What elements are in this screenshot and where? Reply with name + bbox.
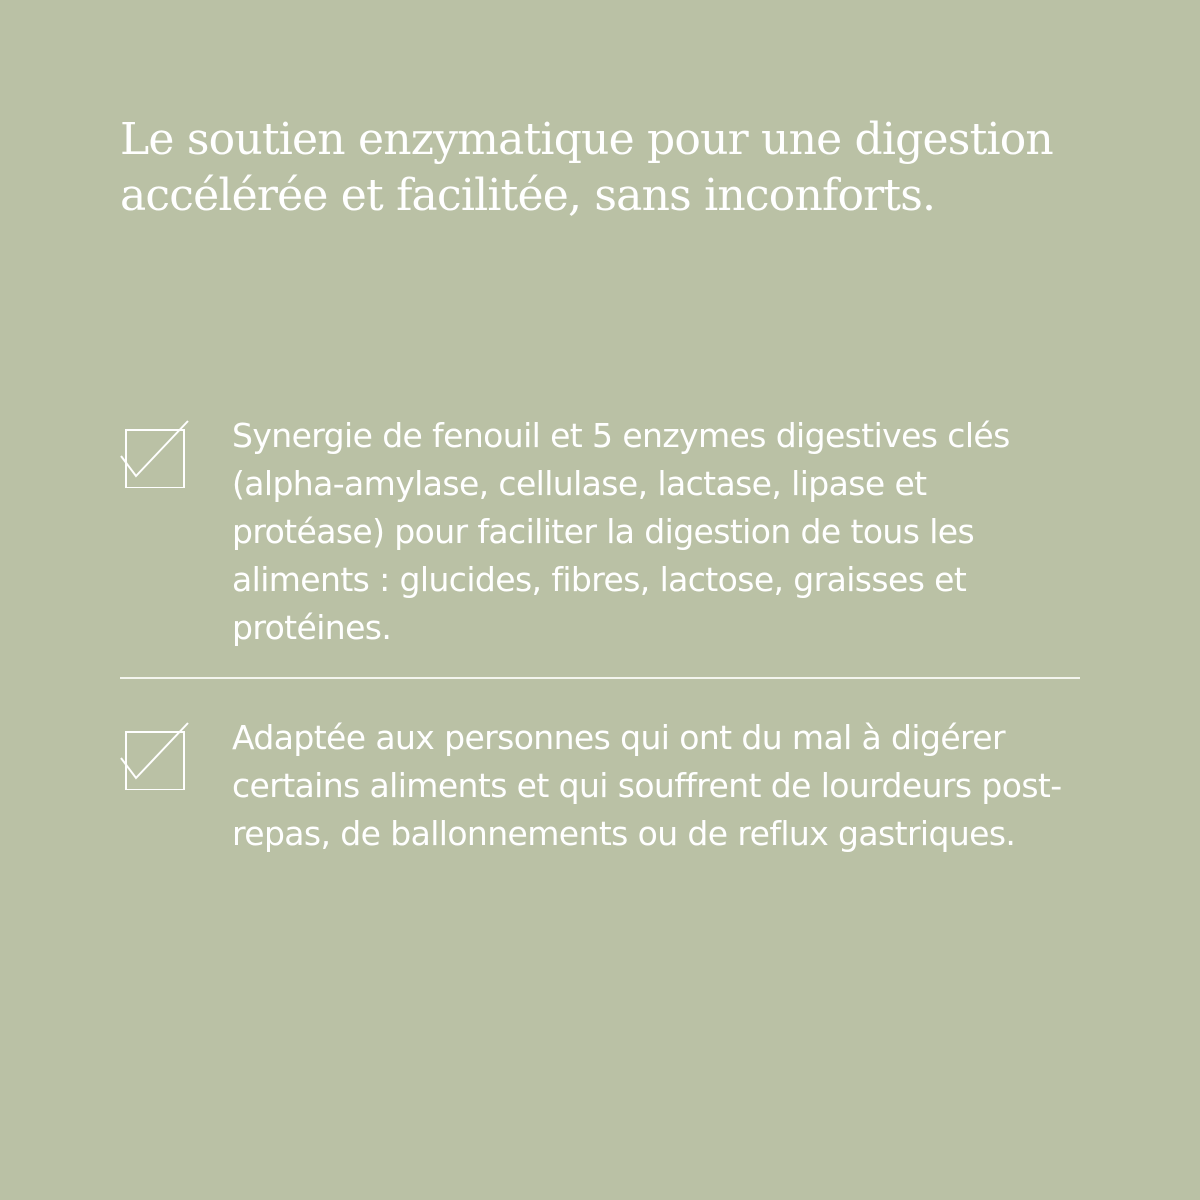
divider bbox=[120, 677, 1080, 679]
headline bbox=[120, 112, 1180, 224]
headline-line-1: Le soutien enzymatique pour une digestion bbox=[120, 114, 1053, 165]
benefit-text-1: Synergie de fenouil et 5 enzymes digestives clés (alpha-amylase, cellulase, lactase, lipase et protéase) pour faciliter la digestion de tous les aliments : glucides, fibres, lactose, graisses et protéines. bbox=[232, 416, 1010, 647]
benefit-text-2: Adaptée aux personnes qui ont du mal à digérer certains aliments et qui souffrent de lourdeurs post-repas, de ballonnements ou de reflux gastriques. bbox=[232, 718, 1062, 853]
checkbox-checked-icon bbox=[120, 720, 190, 790]
checkbox-checked-icon bbox=[120, 418, 190, 488]
headline-line-2: accélérée et facilitée, sans inconforts. bbox=[120, 170, 936, 221]
